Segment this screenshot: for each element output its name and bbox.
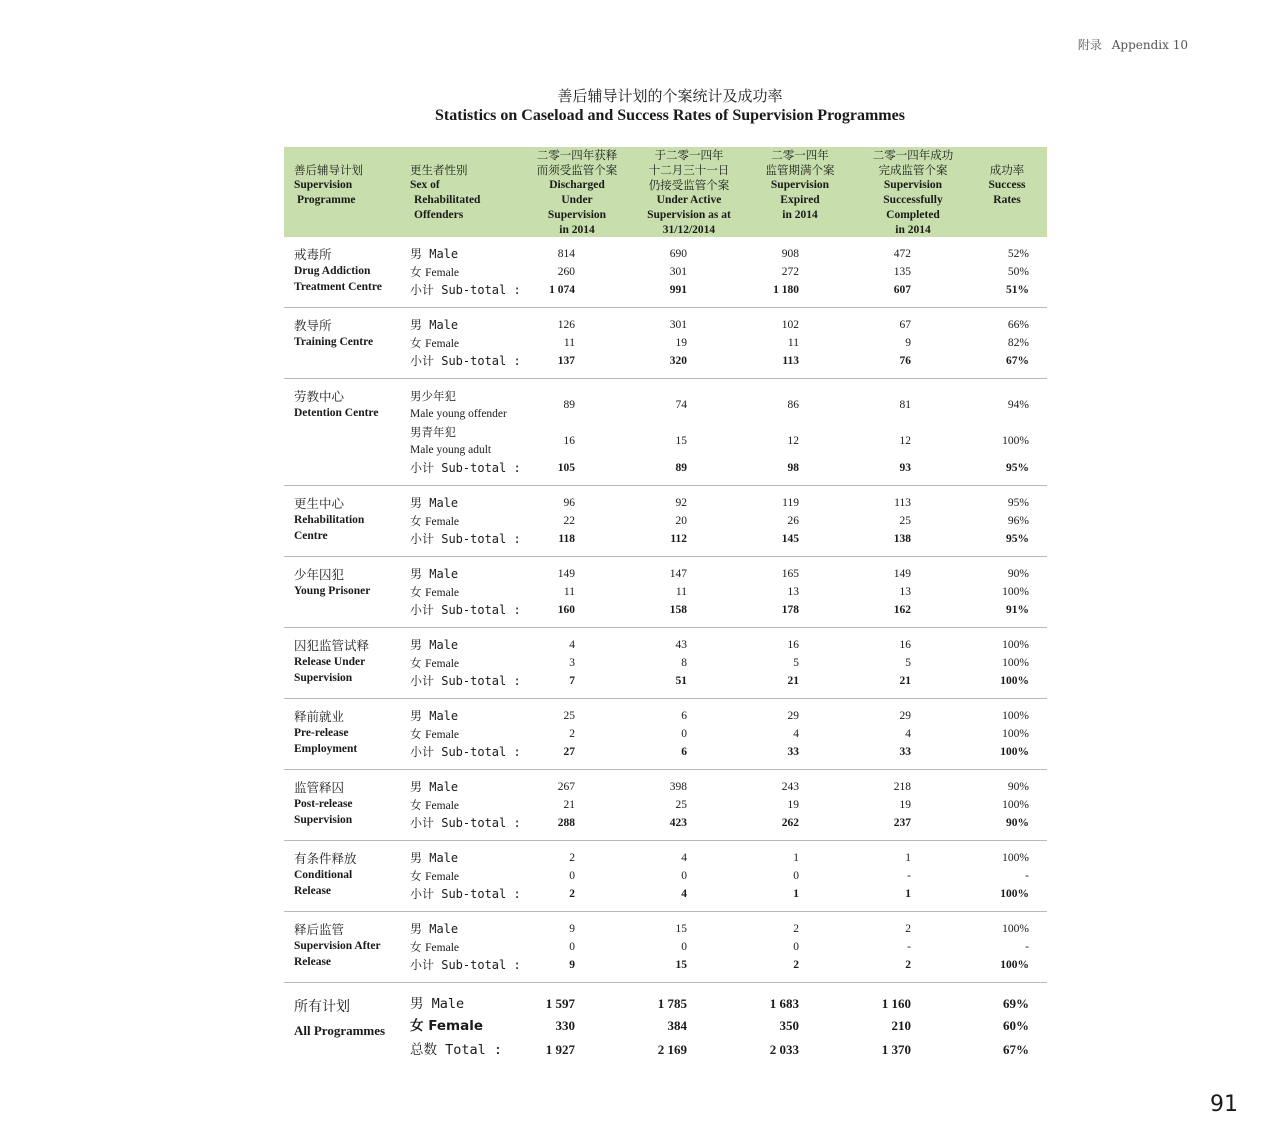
header-active: 于二零一四年 十二月三十一日 仍接受监管个案 Under Active Supervision as at 31/12/2014 (647, 148, 731, 236)
programme-group (284, 379, 1047, 486)
programme-name: 教导所 Training Centre (294, 318, 374, 348)
table-row: 男 Male 126 301 102 67 66% (410, 318, 1029, 332)
statistics-table (284, 147, 1047, 1061)
programme-group (284, 841, 1047, 912)
subtotal-row: 小计 Sub-total : 288 423 262 237 90% (410, 816, 1029, 830)
table-row: 女 Female 260 301 272 135 50% (410, 265, 1029, 279)
table-row: 女 Female 11 11 13 13 100% (410, 585, 1029, 599)
table-row: 女 Female 2 0 4 4 100% (410, 727, 1029, 741)
table-row: 男 Male 267 398 243 218 90% (410, 780, 1029, 794)
subtotal-row: 小计 Sub-total : 7 51 21 21 100% (410, 674, 1029, 688)
table-row: 女 Female 0 0 0 - - (410, 940, 1029, 954)
subtotal-row: 小计 Sub-total : 1 074 991 1 180 607 51% (410, 283, 1029, 297)
programme-group (284, 557, 1047, 628)
programme-name: 少年囚犯 Young Prisoner (294, 567, 371, 597)
programme-name: 有条件释放 Conditional Release (294, 851, 357, 897)
total-row: 总数 Total : 1 927 2 169 2 033 1 370 67% (410, 1042, 1029, 1058)
header-discharged: 二零一四年获释 而须受监管个案 Discharged Under Supervision in 2014 (536, 148, 618, 236)
header-completed: 二零一四年成功 完成监管个案 Supervision Successfully Completed in 2014 (872, 148, 954, 236)
title-zh: 善后辅导计划的个案统计及成功率 (557, 87, 783, 105)
programme-name: 戒毒所 Drug Addiction Treatment Centre (294, 247, 382, 293)
table-row: 女 Female 0 0 0 - - (410, 869, 1029, 883)
page-title (0, 86, 1280, 126)
running-header (1078, 36, 1188, 53)
subtotal-row: 小计 Sub-total : 27 6 33 33 100% (410, 745, 1029, 759)
header-success-rates: 成功率 Success Rates (988, 163, 1026, 206)
programme-group (284, 628, 1047, 699)
programme-name: 所有计划 All Programmes (294, 999, 386, 1038)
table-row: 男 Male 149 147 165 149 90% (410, 567, 1029, 581)
table-row: 男少年犯 Male young offender 89 74 86 81 94% (410, 389, 1029, 420)
programme-group (284, 770, 1047, 841)
page-number: 91 (1210, 1092, 1238, 1117)
header-expired: 二零一四年 监管期满个案 Supervision Expired in 2014 (765, 148, 835, 221)
programme-name: 监管释囚 Post-release Supervision (294, 780, 353, 826)
table-row: 男 Male 2 4 1 1 100% (410, 851, 1029, 865)
programme-group (284, 486, 1047, 557)
subtotal-row: 小计 Sub-total : 2 4 1 1 100% (410, 887, 1029, 901)
programme-group (284, 912, 1047, 983)
programme-name: 释前就业 Pre-release Employment (294, 709, 358, 755)
table-row: 男 Male 1 597 1 785 1 683 1 160 69% (410, 996, 1029, 1012)
header-programme: 善后辅导计划 Supervision Programme (294, 163, 363, 206)
table-row: 女 Female 22 20 26 25 96% (410, 514, 1029, 528)
programme-group (284, 237, 1047, 308)
subtotal-row: 小计 Sub-total : 118 112 145 138 95% (410, 532, 1029, 546)
title-en: Statistics on Caseload and Success Rates of Supervision Programmes (435, 107, 905, 124)
programme-name: 囚犯监管试释 Release Under Supervision (294, 638, 370, 684)
subtotal-row: 小计 Sub-total : 105 89 98 93 95% (410, 461, 1029, 475)
table-row: 男青年犯 Male young adult 16 15 12 12 100% (410, 425, 1029, 456)
subtotal-row: 小计 Sub-total : 137 320 113 76 67% (410, 354, 1029, 368)
programme-group (284, 699, 1047, 770)
programme-name: 劳教中心 Detention Centre (294, 389, 379, 419)
all-programmes-totals (284, 983, 1047, 1061)
programme-group (284, 308, 1047, 379)
header-zh: 附录 (1077, 38, 1102, 52)
table-row: 女 Female 21 25 19 19 100% (410, 798, 1029, 812)
subtotal-row: 小计 Sub-total : 160 158 178 162 91% (410, 603, 1029, 617)
table-row: 男 Male 4 43 16 16 100% (410, 638, 1029, 652)
header-en: Appendix 10 (1111, 38, 1188, 52)
table-row: 男 Male 9 15 2 2 100% (410, 922, 1029, 936)
subtotal-row: 小计 Sub-total : 9 15 2 2 100% (410, 958, 1029, 972)
header-sex: 更生者性别 Sex of Rehabilitated Offenders (410, 163, 481, 221)
programme-name: 更生中心 Rehabilitation Centre (294, 496, 365, 542)
table-row: 女 Female 3 8 5 5 100% (410, 656, 1029, 670)
table-row: 女 Female 11 19 11 9 82% (410, 336, 1029, 350)
table-header (284, 147, 1047, 237)
table-row: 男 Male 96 92 119 113 95% (410, 496, 1029, 510)
table-row: 男 Male 814 690 908 472 52% (410, 247, 1029, 261)
programme-name: 释后监管 Supervision After Release (294, 922, 381, 968)
table-row: 女 Female 330 384 350 210 60% (410, 1018, 1029, 1034)
table-row: 男 Male 25 6 29 29 100% (410, 709, 1029, 723)
